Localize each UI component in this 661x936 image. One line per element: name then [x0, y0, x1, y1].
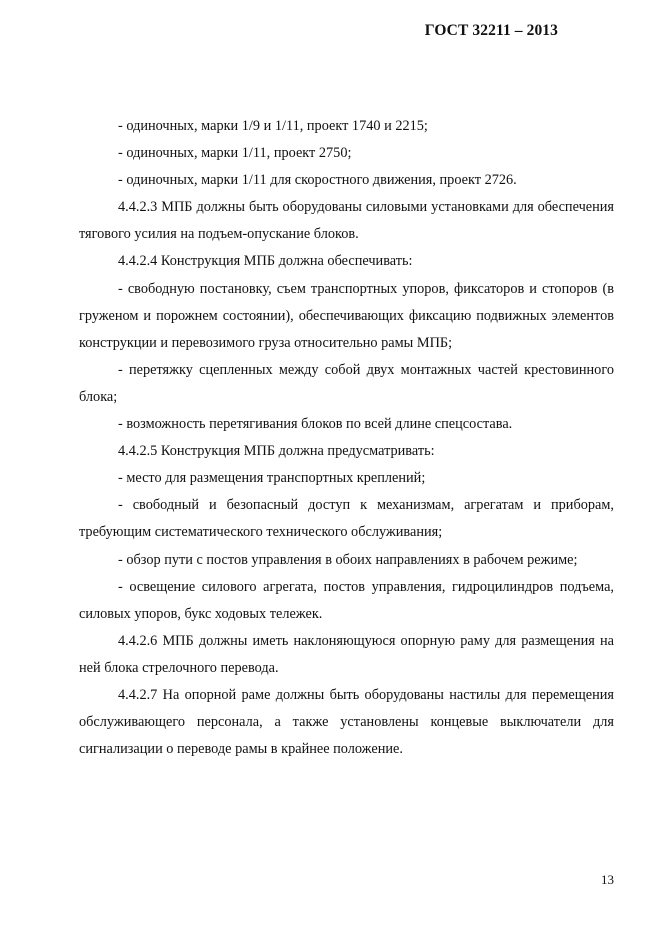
clause-4-4-2-5: 4.4.2.5 Конструкция МПБ должна предусматривать:: [118, 443, 435, 460]
clause-4-4-2-6: 4.4.2.6 МПБ должны иметь наклоняющуюся опорную раму для размещения на ней блока стрелочного перевода.: [79, 632, 614, 676]
list-item-access: - свободный и безопасный доступ к механизмам, агрегатам и приборам, требующим систематического технического обслуживания;: [79, 497, 614, 541]
document-body: [79, 113, 614, 763]
list-item-marks-2726: - одиночных, марки 1/11 для скоростного движения, проект 2726.: [118, 172, 517, 189]
clause-4-4-2-7: 4.4.2.7 На опорной раме должны быть оборудованы настилы для перемещения обслуживающего персонала, а также установлены концевые выключатели для сигнализации о переводе рамы в крайнее положение.: [79, 686, 614, 758]
page-number: 13: [601, 872, 614, 887]
list-item-lighting: - освещение силового агрегата, постов управления, гидроцилиндров подъема, силовых упоров, букс ходовых тележек.: [79, 578, 614, 622]
list-item-marks-1740-2215: - одиночных, марки 1/9 и 1/11, проект 1740 и 2215;: [118, 118, 428, 134]
list-item-track-view: - обзор пути с постов управления в обоих направлениях в рабочем режиме;: [118, 551, 578, 568]
list-item-pulling-length: - возможность перетягивания блоков по всей длине спецсостава.: [118, 416, 513, 433]
list-item-pulling-blocks: - перетяжку сцепленных между собой двух монтажных частей крестовинного блока;: [79, 361, 614, 405]
list-item-free-placement: - свободную постановку, съем транспортных упоров, фиксаторов и стопоров (в груженом и порожнем состоянии), обеспечивающих фиксацию подвижных элементов конструкции и перевозимого груза относительно рамы МПБ;: [79, 280, 614, 351]
clause-4-4-2-3: 4.4.2.3 МПБ должны быть оборудованы силовыми установками для обеспечения тягового усилия на подъем-опускание блоков.: [79, 199, 614, 243]
list-item-fastening-place: - место для размещения транспортных креплений;: [118, 470, 426, 487]
list-item-marks-2750: - одиночных, марки 1/11, проект 2750;: [118, 145, 352, 162]
clause-4-4-2-4: 4.4.2.4 Конструкция МПБ должна обеспечивать:: [118, 253, 413, 270]
document-header: ГОСТ 32211 – 2013: [424, 22, 558, 39]
